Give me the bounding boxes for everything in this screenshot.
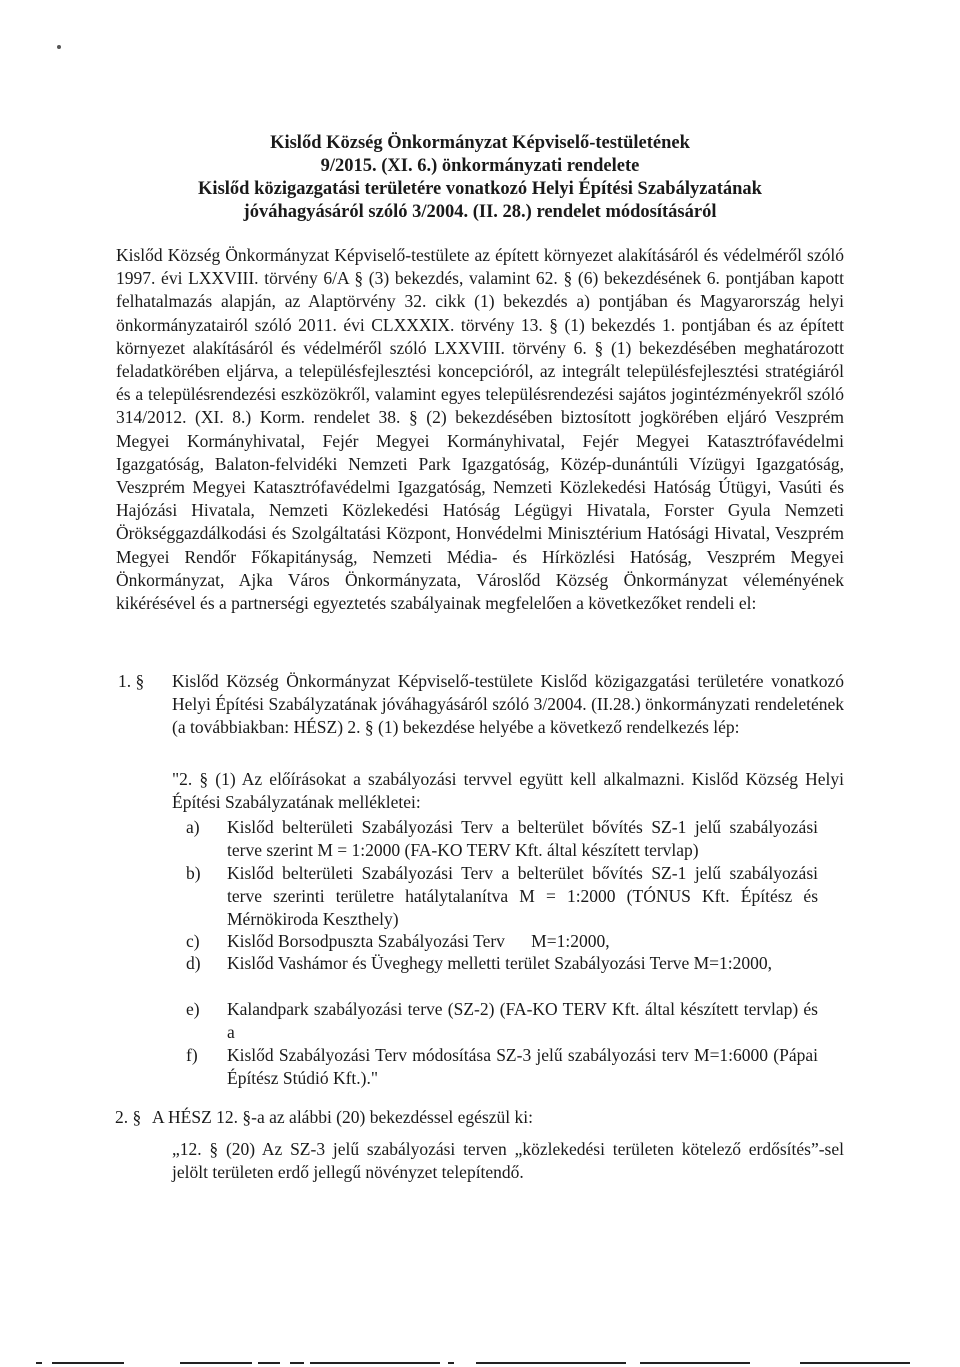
section-1-quote: "2. § (1) Az előírásokat a szabályozási tervvel együtt kell alkalmazni. Kislőd Község Helyi Építési Szabályzatának mellékletei: (172, 769, 844, 813)
annex-item-label: c) (186, 931, 200, 951)
title-line-1: Kislőd Község Önkormányzat Képviselő-testületének (270, 133, 690, 153)
scan-edge-mark (258, 1362, 280, 1364)
section-1-number: 1. § (118, 671, 145, 691)
scan-edge-mark (52, 1362, 124, 1364)
annex-item-text: Kislőd belterületi Szabályozási Terv a belterület bővítés SZ-1 jelű szabályozási terve szerinti területre hatálytalanítva M = 1:2000 (TÓNUS Kft. Építész és Mérnökiroda Keszthely) (227, 863, 818, 930)
scan-edge-mark (310, 1362, 440, 1364)
title-line-4: jóváhagyásáról szóló 3/2004. (II. 28.) rendelet módosításáról (243, 202, 717, 222)
annex-item-label: f) (186, 1045, 198, 1065)
scan-edge-mark (800, 1362, 910, 1364)
annex-item-label: e) (186, 999, 200, 1019)
annex-item-text: Kislőd Vashámor és Üveghegy melletti terület Szabályozási Terve M=1:2000, (227, 953, 773, 973)
annex-item-text: Kislőd Szabályozási Terv módosítása SZ-3 jelű szabályozási terv M=1:6000 (Pápai Építész Stúdió Kft.)." (227, 1045, 818, 1089)
annex-item-label: a) (186, 817, 200, 837)
document-title (100, 132, 860, 224)
section-2-quote: „12. § (20) Az SZ-3 jelű szabályozási terven „közlekedési területen kötelező erdősítés”-sel jelölt területen erdő jellegű növényzet telepítendő. (172, 1139, 844, 1183)
annex-item-label: b) (186, 863, 201, 883)
scan-edge-mark (36, 1362, 42, 1364)
title-line-3: Kislőd közigazgatási területére vonatkozó Helyi Építési Szabályzatának (198, 179, 762, 199)
scan-edge-mark (448, 1362, 454, 1364)
scan-edge-mark (180, 1362, 252, 1364)
title-line-2: 9/2015. (XI. 6.) önkormányzati rendelete (320, 156, 640, 176)
scan-edge-mark (640, 1362, 750, 1364)
section-1-text: Kislőd Község Önkormányzat Képviselő-testülete Kislőd közigazgatási területére vonatkozó Helyi Építési Szabályzatának jóváhagyásáról szóló 3/2004. (II.28.) önkormányzati rendeletének (a továbbiakban: HÉSZ) 2. § (1) bekezdése helyébe a következő rendelkezés lép: (172, 671, 844, 738)
annex-item-text: Kalandpark szabályozási terve (SZ-2) (FA-KO TERV Kft. által készített tervlap) és a (227, 999, 818, 1043)
annex-item-label: d) (186, 953, 201, 973)
section-2-text: A HÉSZ 12. §-a az alábbi (20) bekezdéssel egészül ki: (152, 1107, 533, 1127)
annex-item-text: Kislőd Borsodpuszta Szabályozási Terv M=1:2000, (227, 931, 610, 951)
scan-artifact-dot (57, 45, 61, 49)
scan-edge-mark (476, 1362, 626, 1364)
scan-edge-mark (290, 1362, 304, 1364)
annex-item-text: Kislőd belterületi Szabályozási Terv a belterület bővítés SZ-1 jelű szabályozási terve szerint M = 1:2000 (FA-KO TERV Kft. által készített tervlap) (227, 817, 818, 861)
preamble-paragraph: Kislőd Község Önkormányzat Képviselő-testülete az épített környezet alakításáról és védelméről szóló 1997. évi LXXVIII. törvény 6/A § (3) bekezdés, valamint 62. § (6) bekezdésének 6. pontjában kapott felhatalmazás alapján, az Alaptörvény 32. cikk (1) bekezdés a) pontjában és Magyarország helyi önkormányzatairól szóló 2011. évi CLXXXIX. törvény 13. § (1) bekezdés 1. pontjában és az épített környezet alakításáról és védelméről szóló LXXVIII. törvény 6. § (1) bekezdésében meghatározott feladatkörében eljárva, a településfejlesztési koncepcióról, az integrált településfejlesztési stratégiáról és a településrendezési eszközökről, valamint egyes településrendezési sajátos jogintézményekről szóló 314/2012. (XI. 8.) Korm. rendelet 38. § (2) bekezdésében biztosított jogkörében eljáró Veszprém Megyei Kormányhivatal, Fejér Megyei Kormányhivatal, Fejér Megyei Katasztrófavédelmi Igazgatóság, Balaton-felvidéki Nemzeti Park Igazgatóság, Közép-dunántúli Vízügyi Igazgatóság, Veszprém Megyei Katasztrófavédelmi Igazgatóság, Nemzeti Közlekedési Hatóság Útügyi, Vasúti és Hajózási Hivatala, Nemzeti Közlekedési Hatóság Légügyi Hivatala, Forster Gyula Nemzeti Örökséggazdálkodási és Szolgáltatási Központ, Honvédelmi Minisztérium Hatósági Hivatal, Veszprém Megyei Rendőr Főkapitányság, Nemzeti Média- és Hírközlési Hatóság, Veszprém Megyei Önkormányzat, Ajka Város Önkormányzata, Városlőd Község Önkormányzat véleményének kikérésével és a partnerségi egyeztetés szabályainak megfelelően a következőket rendeli el: (116, 245, 844, 614)
section-2-number: 2. § (115, 1107, 142, 1127)
